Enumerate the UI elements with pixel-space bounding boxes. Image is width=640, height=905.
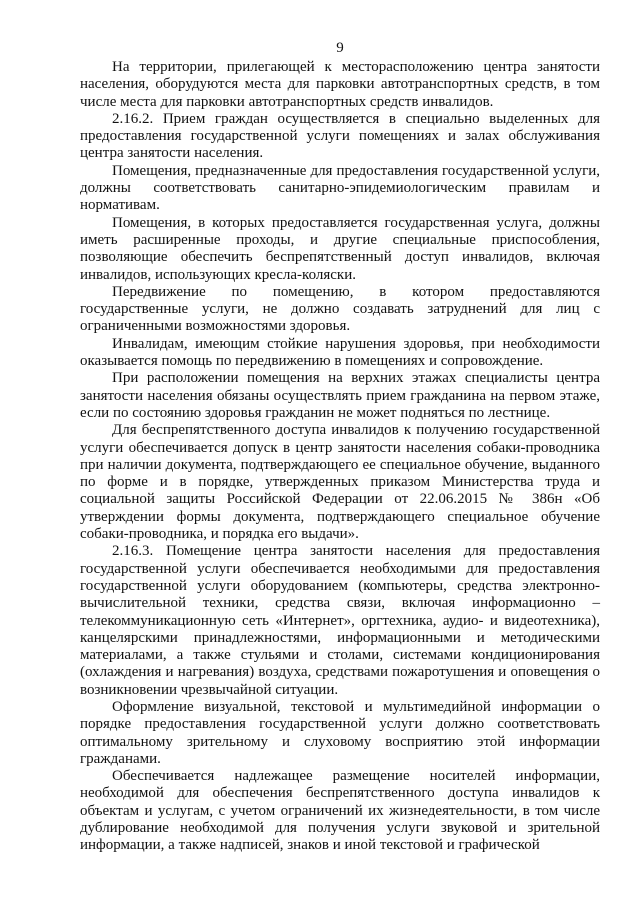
page-number: 9 — [336, 40, 344, 56]
paragraph-2-16-3: 2.16.3. Помещение центра занятости населения для предоставления государственной услуги обеспечивается необходимыми для предоставления государственной услуги оборудованием (компьютеры, средства электронно-вычислительной техники, средства связи, включая информационно – телекоммуникационную сеть «Интернет», оргтехника, аудио- и видеотехника), канцелярскими принадлежностями, информационными и методическими материалами, а также стульями и столами, системами кондиционирования (охлаждения и нагревания) воздуха, средствами пожаротушения и оповещения о возникновении чрезвычайной ситуации. — [80, 543, 600, 698]
paragraph-2-16-2: 2.16.2. Прием граждан осуществляется в специально выделенных для предоставления государственной услуги помещениях и залах обслуживания центра занятости населения. — [80, 110, 600, 162]
paragraph-information-design: Оформление визуальной, текстовой и мультимедийной информации о порядке предоставления государственной услуги должно соответствовать оптимальному зрительному и слуховому восприятию этой информации гражданами. — [80, 698, 600, 767]
paragraph-sanitary-rules: Помещения, предназначенные для предоставления государственной услуги, должны соответствовать санитарно-эпидемиологическим правилам и нормативам. — [80, 162, 600, 214]
paragraph-assistance: Инвалидам, имеющим стойкие нарушения здоровья, при необходимости оказывается помощь по передвижению в помещениях и сопровождение. — [80, 335, 600, 370]
paragraph-wide-passages: Помещения, в которых предоставляется государственная услуга, должны иметь расширенные проходы, и другие специальные приспособления, позволяющие обеспечить беспрепятственный доступ инвалидов, включая инвалидов, использующих кресла-коляски. — [80, 214, 600, 283]
paragraph-upper-floors: При расположении помещения на верхних этажах специалисты центра занятости населения обязаны осуществлять прием гражданина на первом этаже, если по состоянию здоровья гражданин не может подняться по лестнице. — [80, 370, 600, 421]
paragraph-parking: На территории, прилегающей к месторасположению центра занятости населения, оборудуются места для парковки автотранспортных средств, в том числе места для парковки автотранспортных средств инвалидов. — [80, 59, 600, 110]
paragraph-guide-dog: Для беспрепятственного доступа инвалидов к получению государственной услуги обеспечивается допуск в центр занятости населения собаки-проводника при наличии документа, подтверждающего ее специальное обучение, выданного по форме и в порядке, утвержденных приказом Министерства труда и социальной защиты Российской Федерации от 22.06.2015 № 386н «Об утверждении формы документа, подтверждающего специальное обучение собаки-проводника, и порядка его выдачи». — [80, 422, 600, 543]
paragraph-information-placement: Обеспечивается надлежащее размещение носителей информации, необходимой для обеспечения беспрепятственного доступа инвалидов к объектам и услугам, с учетом ограничений их жизнедеятельности, в том числе дублирование необходимой для получения услуги звуковой и зрительной информации, а также надписей, знаков и иной текстовой и графической — [80, 768, 600, 854]
paragraph-movement: Передвижение по помещению, в котором предоставляются государственные услуги, не должно создавать затруднений для лиц с ограниченными возможностями здоровья. — [80, 283, 600, 335]
